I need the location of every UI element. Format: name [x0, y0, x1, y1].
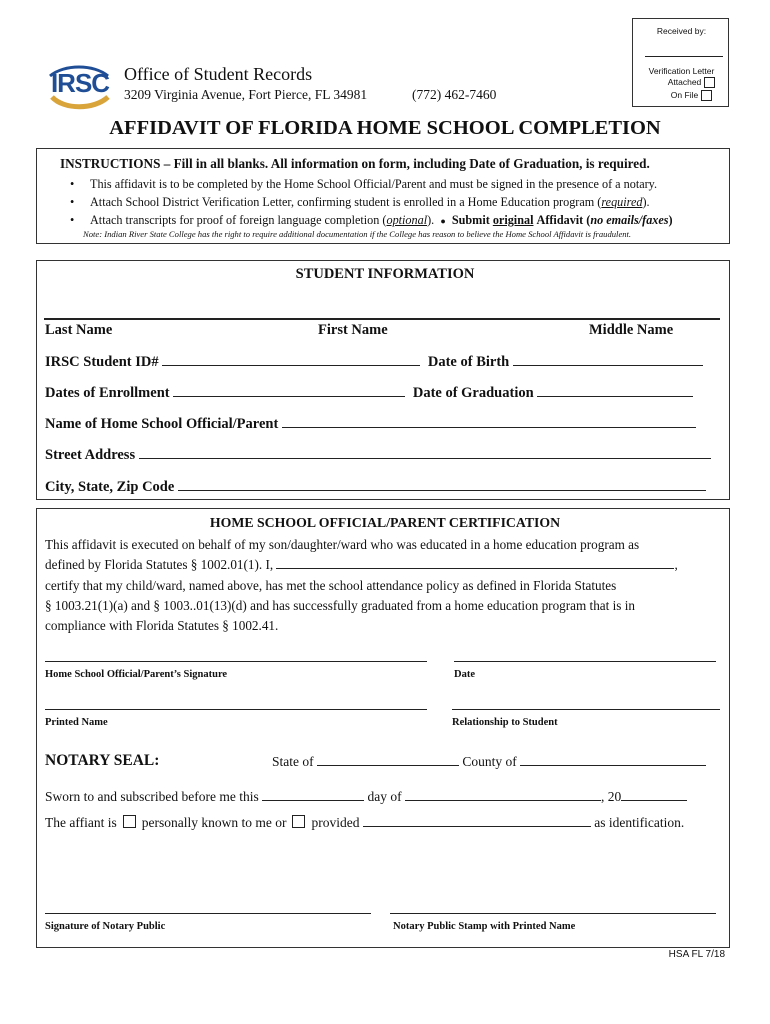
office-address: 3209 Virginia Avenue, Fort Pierce, FL 34981 — [124, 87, 368, 102]
office-name: Office of Student Records — [124, 64, 313, 84]
attached-checkbox[interactable] — [704, 77, 715, 88]
date-line[interactable] — [454, 661, 716, 662]
dob-label: Date of Birth — [427, 354, 510, 370]
student-info-box — [36, 260, 730, 500]
sworn-row — [45, 789, 687, 805]
county-of-label: County of — [462, 754, 517, 769]
relationship-label: Relationship to Student — [452, 717, 558, 728]
cert-line-3: certify that my child/ward, named above, has met the school attendance policy as defined in Florida Statutes — [45, 577, 617, 593]
notary-seal-label: NOTARY SEAL: — [45, 752, 160, 769]
student-id-input[interactable] — [162, 365, 420, 366]
enrollment-label: Dates of Enrollment — [45, 385, 170, 401]
provided-id-checkbox[interactable] — [292, 815, 305, 828]
instructions-heading: INSTRUCTIONS – Fill in all blanks. All information on form, including Date of Graduation, is required. — [60, 156, 650, 171]
city-input[interactable] — [178, 490, 706, 491]
parent-signature-line[interactable] — [45, 661, 427, 662]
instructions-list — [62, 175, 727, 230]
affiant-row — [45, 815, 684, 831]
notary-signature-line[interactable] — [45, 913, 371, 914]
dob-input[interactable] — [513, 365, 703, 366]
attached-label: Attached — [667, 77, 702, 87]
day-of-label: day of — [367, 789, 402, 804]
date-label: Date — [454, 669, 475, 680]
student-id-row — [45, 354, 703, 371]
first-name-label: First Name — [318, 322, 388, 338]
graduation-label: Date of Graduation — [412, 385, 534, 401]
cert-line-5: compliance with Florida Statutes § 1002.41. — [45, 618, 279, 634]
official-label: Name of Home School Official/Parent — [45, 416, 279, 432]
name-line[interactable] — [44, 318, 720, 320]
certification-text — [45, 535, 721, 636]
certification-heading: HOME SCHOOL OFFICIAL/PARENT CERTIFICATION — [209, 515, 561, 530]
student-id-label: IRSC Student ID# — [45, 354, 159, 370]
sworn-day-input[interactable] — [262, 800, 364, 801]
city-row — [45, 479, 706, 496]
page-title: AFFIDAVIT OF FLORIDA HOME SCHOOL COMPLETION — [109, 117, 661, 139]
last-name-label: Last Name — [45, 322, 113, 338]
received-by-label: Received by: — [656, 26, 707, 36]
notary-stamp-label: Notary Public Stamp with Printed Name — [393, 921, 576, 932]
sworn-label: Sworn to and subscribed before me this — [45, 789, 259, 804]
middle-name-label: Middle Name — [589, 322, 674, 338]
graduation-input[interactable] — [537, 396, 693, 397]
personally-known-checkbox[interactable] — [123, 815, 136, 828]
cert-line-4: § 1003.21(1)(a) and § 1003..01(13)(d) and has successfully graduated from a home education program that is in — [45, 597, 635, 613]
attached-row — [633, 77, 740, 88]
irsc-logo — [44, 62, 114, 112]
on-file-row — [633, 90, 740, 101]
state-of-label: State of — [272, 754, 314, 769]
official-row — [45, 416, 696, 433]
verification-letter-label: Verification Letter — [648, 66, 715, 76]
cert-line-2: defined by Florida Statutes § 1002.01(1). I, , — [45, 557, 678, 573]
state-county-row — [272, 754, 706, 770]
sworn-month-input[interactable] — [405, 800, 601, 801]
instructions-box — [36, 148, 730, 244]
form-code: HSA FL 7/18 — [668, 949, 725, 960]
received-by-line[interactable] — [645, 56, 723, 57]
instruction-item: • Attach School District Verification Letter, confirming student is enrolled in a Home Education program (required). — [62, 193, 727, 211]
received-box — [632, 18, 729, 107]
instructions-note: Note: Indian River State College has the right to require additional documentation if the College has reason to believe the Home School Affidavit is fraudulent. — [83, 229, 632, 239]
parent-signature-label: Home School Official/Parent’s Signature — [45, 669, 228, 680]
office-phone: (772) 462-7460 — [412, 87, 497, 102]
state-input[interactable] — [317, 765, 459, 766]
year-prefix: , 20 — [600, 789, 622, 804]
street-row — [45, 447, 711, 464]
identification-label: as identification. — [594, 815, 685, 830]
street-input[interactable] — [139, 458, 711, 459]
instruction-item: • This affidavit is to be completed by the Home School Official/Parent and must be signed in the presence of a notary. — [62, 175, 727, 193]
logo-text: IRSC — [50, 68, 110, 98]
street-label: Street Address — [45, 447, 136, 463]
on-file-label: On File — [670, 90, 699, 100]
instruction-item: • Attach transcripts for proof of foreign language completion (optional). ● Submit original Affidavit (no emails/faxes) — [62, 211, 727, 230]
enrollment-row — [45, 385, 693, 402]
cert-line-1: This affidavit is executed on behalf of my son/daughter/ward who was educated in a home education program as — [45, 537, 640, 552]
official-input[interactable] — [282, 427, 696, 428]
affiant-label: The affiant is — [45, 815, 117, 830]
notary-signature-label: Signature of Notary Public — [45, 921, 166, 932]
student-info-heading: STUDENT INFORMATION — [295, 266, 475, 282]
notary-stamp-line[interactable] — [390, 913, 716, 914]
enrollment-input[interactable] — [173, 396, 405, 397]
county-input[interactable] — [520, 765, 706, 766]
sworn-year-input[interactable] — [621, 800, 687, 801]
provided-label: provided — [311, 815, 360, 830]
relationship-line[interactable] — [452, 709, 720, 710]
printed-name-line[interactable] — [45, 709, 427, 710]
certifier-name-input[interactable] — [276, 568, 674, 569]
on-file-checkbox[interactable] — [701, 90, 712, 101]
identification-input[interactable] — [363, 826, 591, 827]
known-label: personally known to me or — [141, 815, 287, 830]
city-label: City, State, Zip Code — [45, 479, 175, 495]
printed-name-label: Printed Name — [45, 717, 108, 728]
